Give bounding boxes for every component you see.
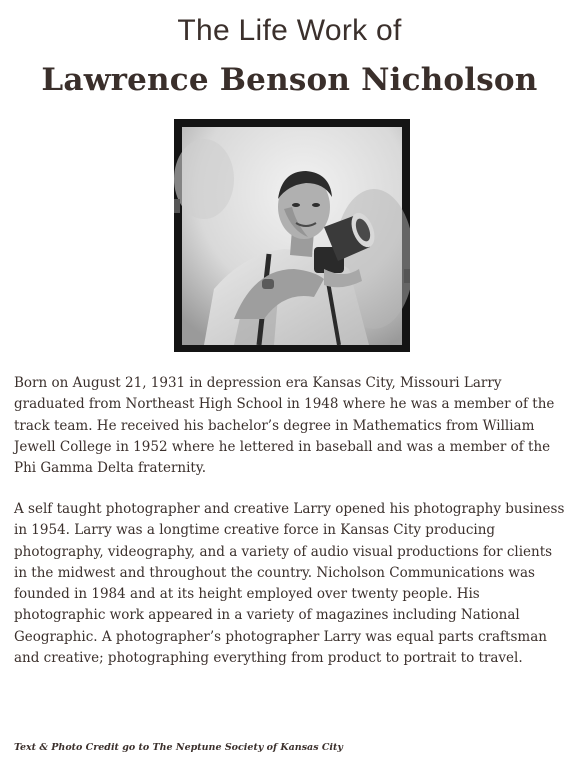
portrait-illustration <box>174 119 410 352</box>
page-title: Lawrence Benson Nicholson <box>41 62 538 98</box>
biography-paragraph-2: A self taught photographer and creative Larry opened his photography business in 1954. Larry was a longtime creative force in Kansas City producing photography, videography, and a variety of audio visual productions for clients in the midwest and throughout the country. Nicholson Communications was founded in 1984 and at its height employed over twenty people. His photographic work appeared in a variety of magazines including National Geographic. A photographer’s photographer Larry was equal parts craftsman and creative; photographing everything from product to portrait to travel. <box>14 501 565 667</box>
photo-credit: Text & Photo Credit go to The Neptune Society of Kansas City <box>14 742 343 753</box>
page-subtitle: The Life Work of <box>177 14 402 47</box>
photographer-portrait-photo <box>174 119 410 352</box>
biography-paragraph-1: Born on August 21, 1931 in depression era Kansas City, Missouri Larry graduated from Northeast High School in 1948 where he was a member of the track team. He received his bachelor’s degree in Mathematics from William Jewell College in 1952 where he lettered in baseball and was a member of the Phi Gamma Delta fraternity. <box>14 375 555 477</box>
